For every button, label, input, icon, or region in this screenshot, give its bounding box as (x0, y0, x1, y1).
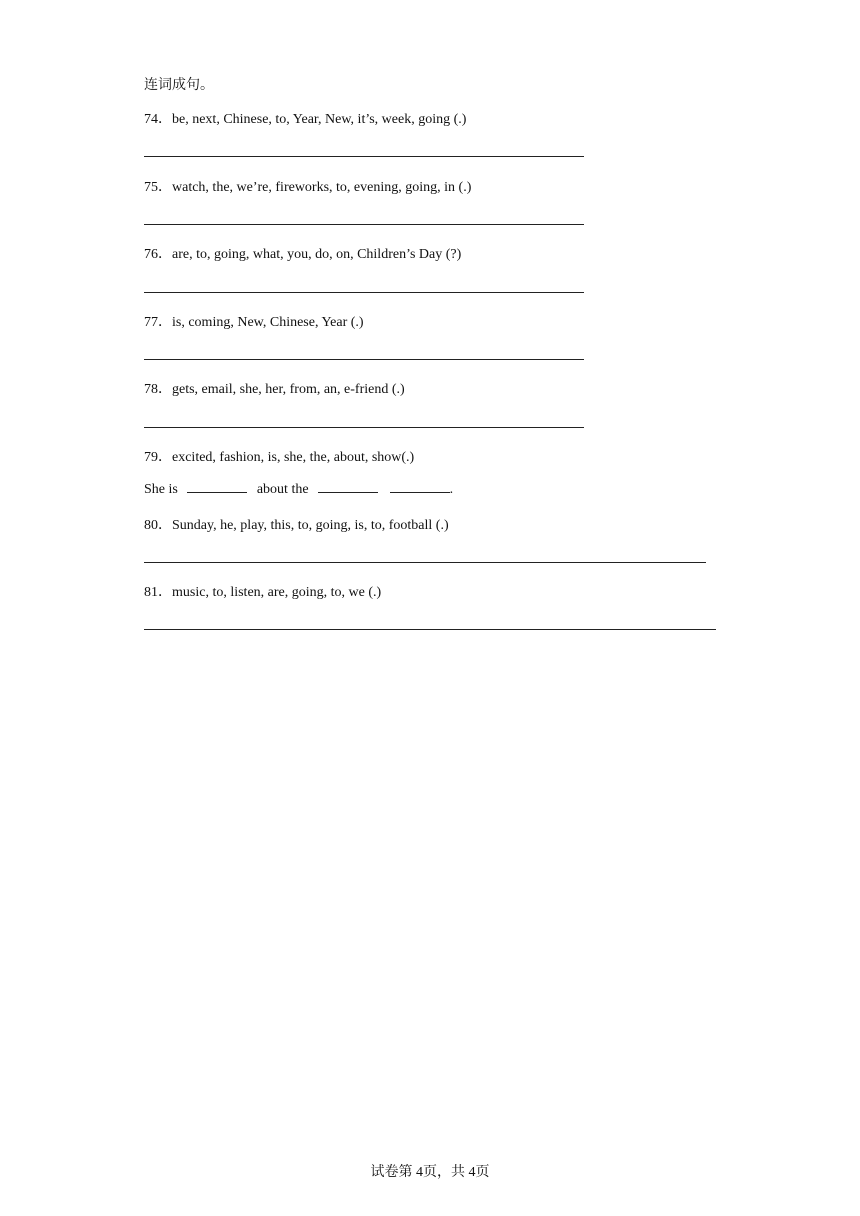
page-footer: 试卷第 4页，共 4页 (370, 1165, 490, 1180)
answer-line-77[interactable] (144, 359, 584, 360)
question-74: 74．be, next, Chinese, to, Year, New, it’s, week, going (.) (144, 112, 467, 127)
answer-line-78[interactable] (144, 427, 584, 428)
answer-line-75[interactable] (144, 224, 584, 225)
answer-79-prefix: She is (144, 482, 178, 497)
answer-line-74[interactable] (144, 156, 584, 157)
answer-79 (144, 480, 453, 498)
answer-line-81[interactable] (144, 629, 716, 630)
question-76: 76．are, to, going, what, you, do, on, Children’s Day (?) (144, 247, 462, 262)
answer-79-suffix: . (449, 482, 454, 497)
answer-line-76[interactable] (144, 292, 584, 293)
answer-79-middle: about the (256, 482, 309, 497)
blank-79-1[interactable] (187, 480, 247, 493)
blank-79-3[interactable] (390, 480, 450, 493)
question-79: 79．excited, fashion, is, she, the, about, show(.) (144, 450, 415, 465)
question-78: 78．gets, email, she, her, from, an, e-friend (.) (144, 382, 405, 397)
section-title: 连词成句。 (144, 78, 214, 93)
question-81: 81．music, to, listen, are, going, to, we (.) (144, 585, 382, 600)
blank-79-2[interactable] (318, 480, 378, 493)
question-77: 77．is, coming, New, Chinese, Year (.) (144, 315, 364, 330)
question-80: 80．Sunday, he, play, this, to, going, is, to, football (.) (144, 518, 449, 533)
question-75: 75．watch, the, we’re, fireworks, to, evening, going, in (.) (144, 180, 472, 195)
answer-line-80[interactable] (144, 562, 706, 563)
